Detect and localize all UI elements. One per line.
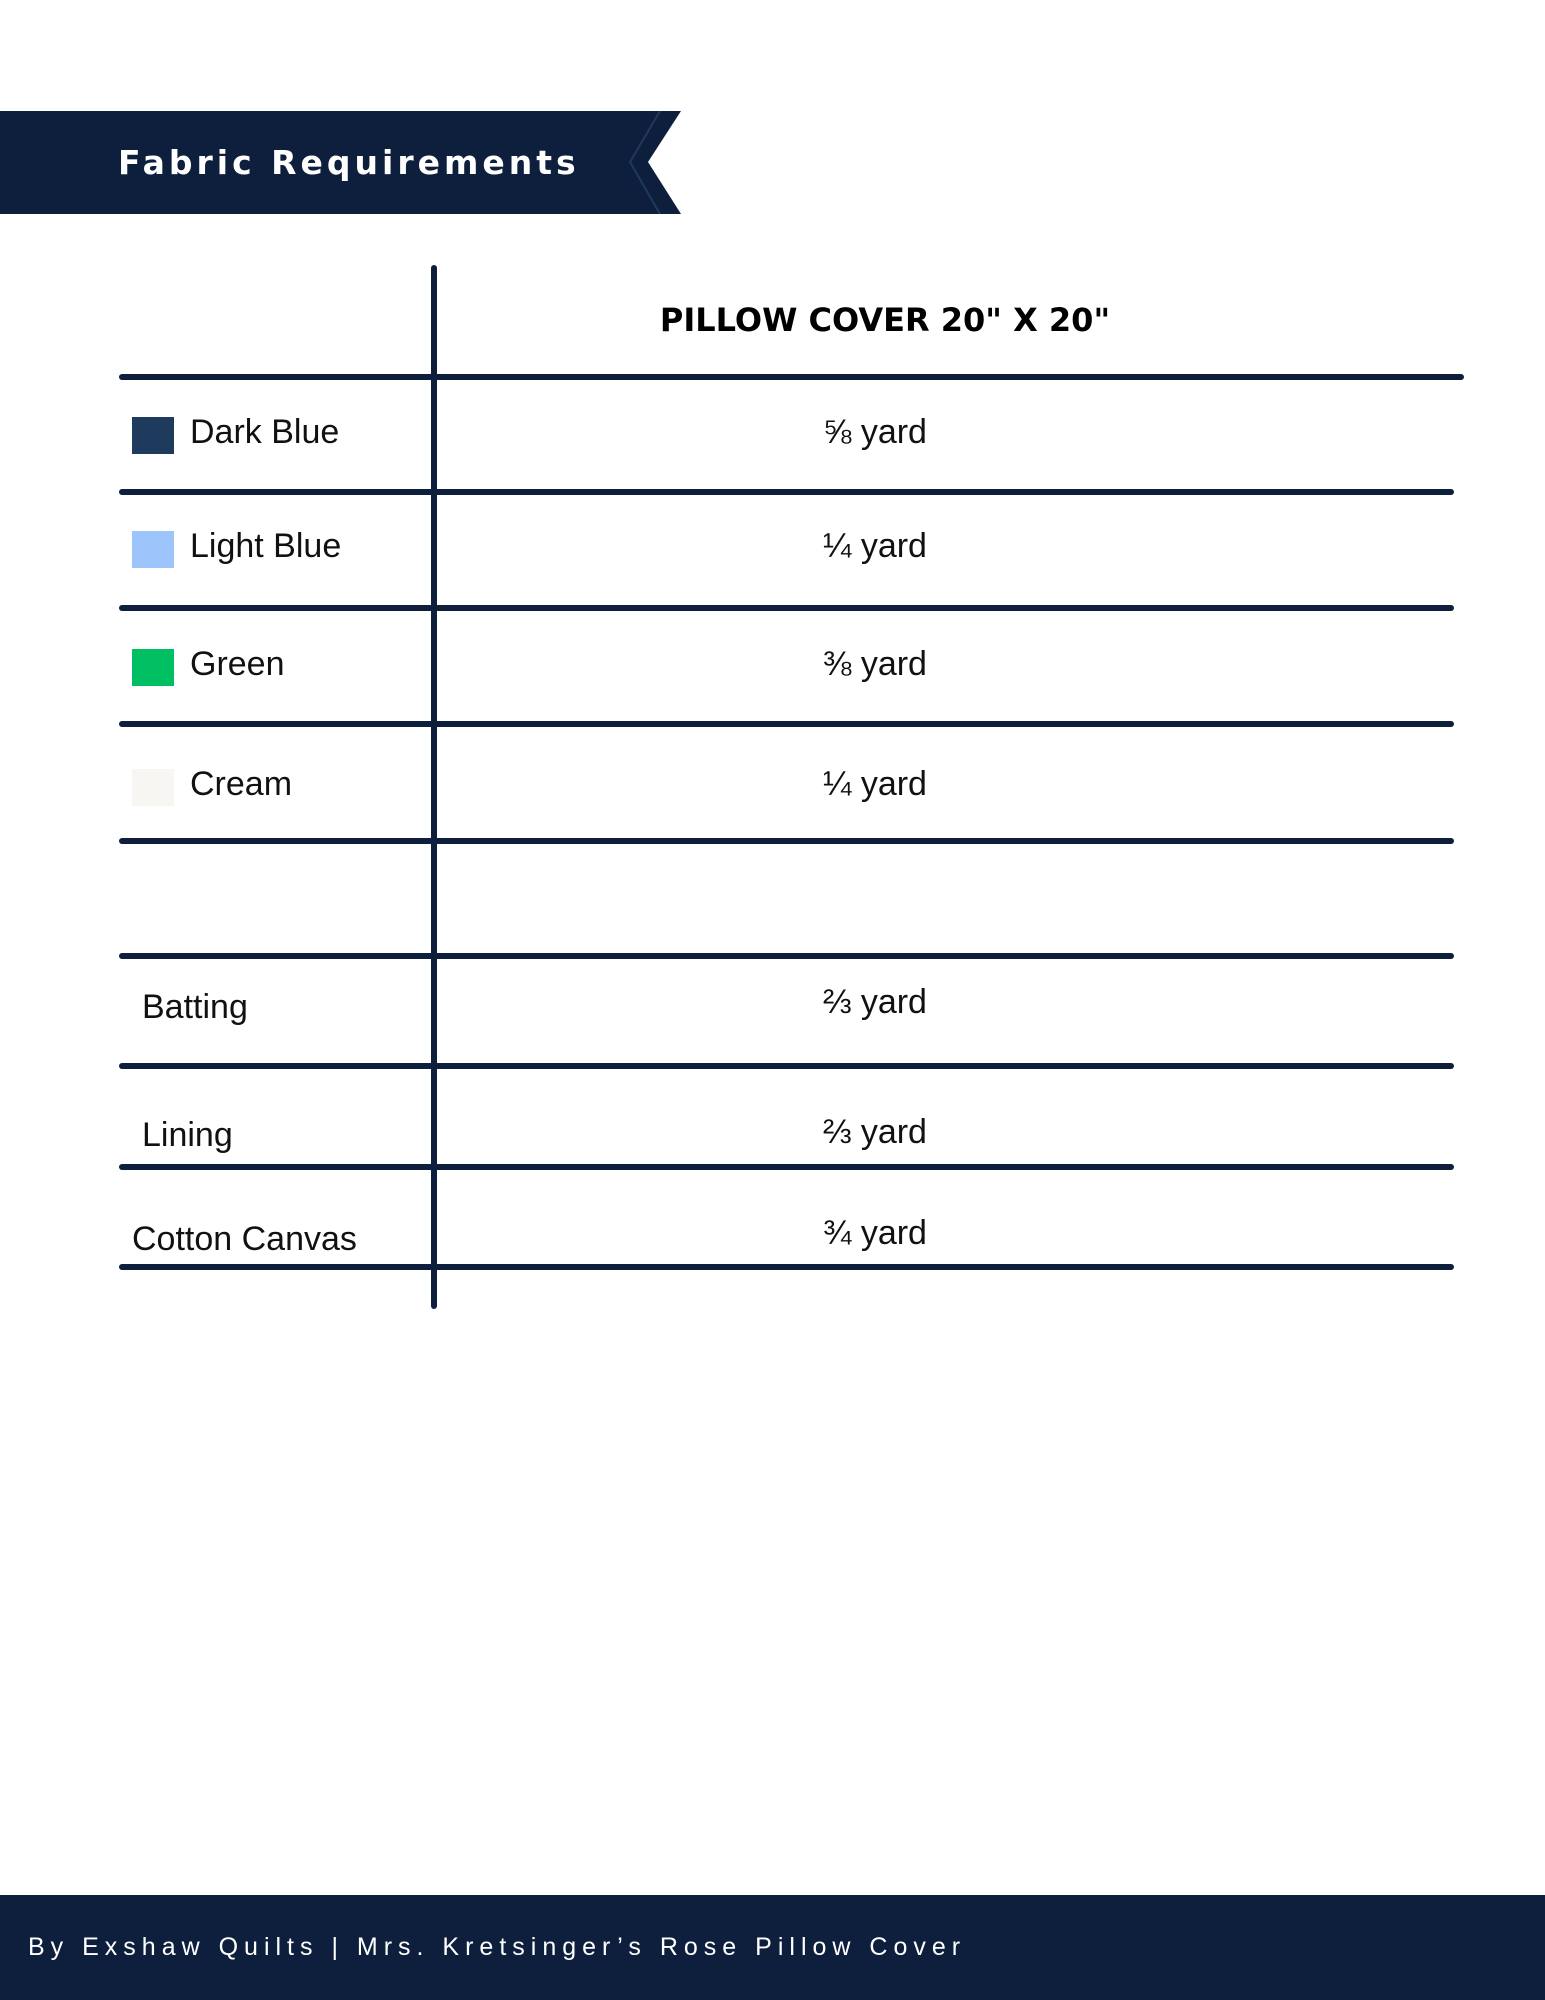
- fabric-name: Dark Blue: [190, 413, 340, 451]
- material-name: Lining: [142, 1116, 233, 1154]
- fabric-name: Cream: [190, 765, 293, 803]
- table-row-divider: [119, 1264, 1454, 1270]
- table-row-divider: [119, 838, 1454, 844]
- table-row-divider: [119, 605, 1454, 611]
- table-row-divider: [119, 721, 1454, 727]
- fabric-amount: ¼ yard: [823, 527, 927, 565]
- material-name: Batting: [142, 988, 248, 1026]
- color-swatch: [132, 649, 174, 686]
- color-swatch: [132, 531, 174, 568]
- page-footer: [0, 1895, 1545, 2000]
- material-amount: ⅔ yard: [823, 983, 927, 1021]
- fabric-amount: ⅜ yard: [823, 645, 927, 683]
- page-title: Fabric Requirements: [118, 143, 580, 182]
- material-amount: ¾ yard: [823, 1214, 927, 1252]
- table-row-divider: [119, 1063, 1454, 1069]
- footer-credit: By Exshaw Quilts | Mrs. Kretsinger’s Rose Pillow Cover: [28, 1933, 967, 1961]
- table-header-divider: [119, 374, 1464, 380]
- material-name: Cotton Canvas: [132, 1220, 357, 1258]
- fabric-name: Green: [190, 645, 285, 683]
- table-row-divider: [119, 1164, 1454, 1170]
- color-swatch: [132, 769, 174, 806]
- fabric-amount: ⅝ yard: [823, 413, 927, 451]
- color-swatch: [132, 417, 174, 454]
- table-row-divider: [119, 953, 1454, 959]
- material-amount: ⅔ yard: [823, 1113, 927, 1151]
- fabric-name: Light Blue: [190, 527, 342, 565]
- table-row-divider: [119, 489, 1454, 495]
- table-column-header: PILLOW COVER 20" X 20": [659, 301, 1111, 339]
- section-banner: [0, 111, 681, 214]
- fabric-amount: ¼ yard: [823, 765, 927, 803]
